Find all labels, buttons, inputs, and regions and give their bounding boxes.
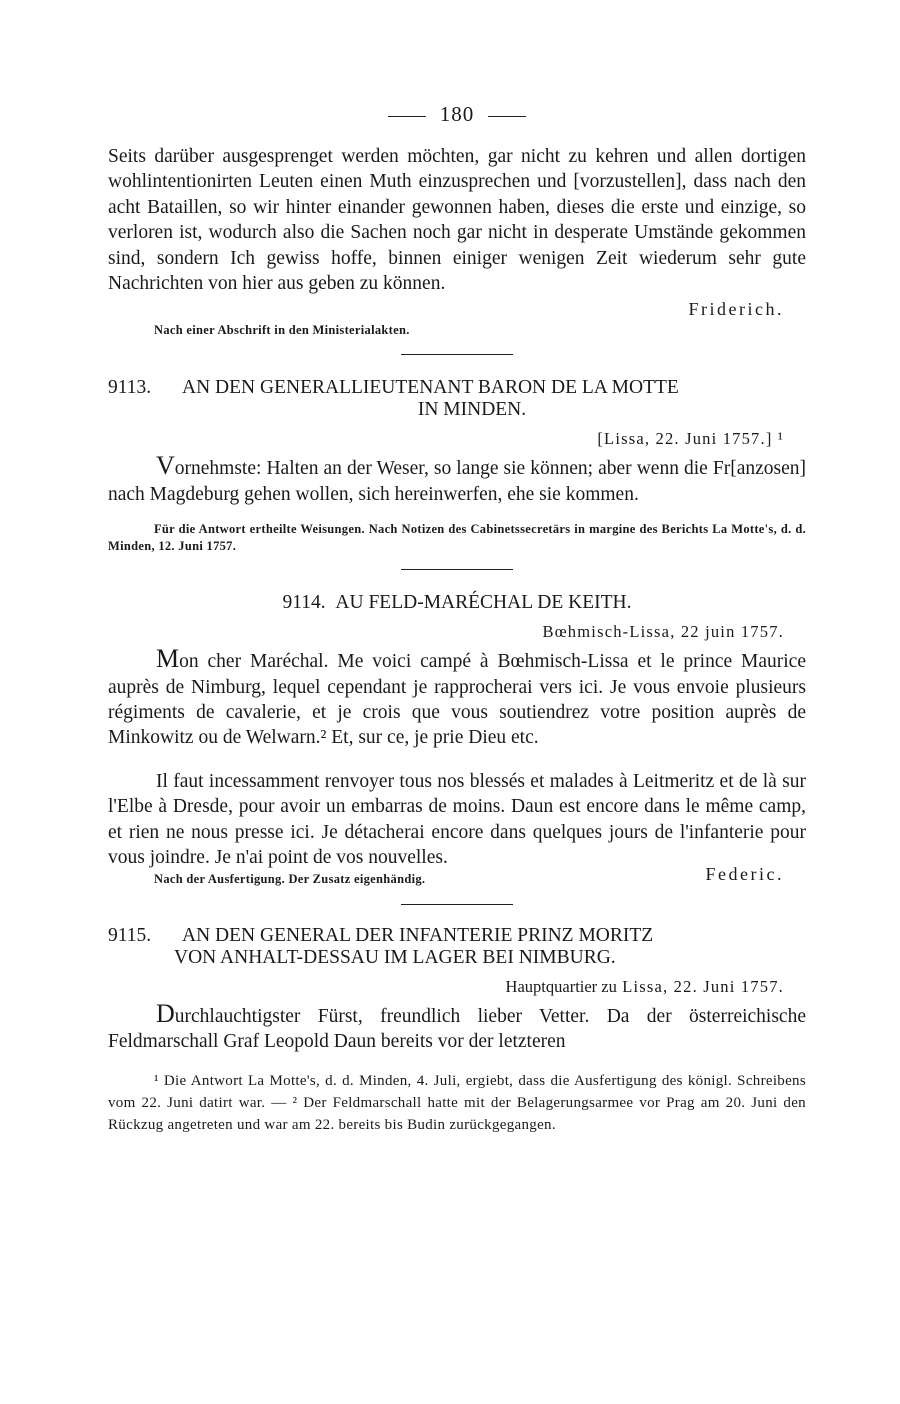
source-note-9113: Für die Antwort ertheilte Weisungen. Nach Notizen des Cabinetssecretärs in margine des Berichts La Motte's, d. d. Minden, 12. Juni 1757. [108,522,806,554]
body-9114-part1 [108,646,806,751]
heading-9114-title: AU FELD-MARÉCHAL DE KEITH. [335,592,632,614]
source-note-continuation: Nach einer Abschrift in den Ministerialakten. [154,323,410,338]
heading-9113-line2: IN MINDEN. [417,399,527,421]
date-9115 [108,975,806,999]
initial-9115: D [156,998,175,1028]
date-9113: [Lissa, 22. Juni 1757.] ¹ [597,429,784,449]
body-9113-text: ornehmste: Halten an der Weser, so lange sie können; aber wenn die Fr[anzosen] nach Magdeburg gehen wollen, sich hereinwerfen, ehe sie kommen. [108,458,806,505]
initial-9114: M [156,644,180,674]
footnotes: ¹ Die Antwort La Motte's, d. d. Minden, 4. Juli, ergiebt, dass die Ausfertigung des königl. Schreibens vom 22. Juni datirt war. — ² Der Feldmarschall hatte mit der Belagerungsarmee vor Prag am 20. Juni den Rückzug angetreten und war am 22. bereits bis Budin zurückgegangen. [108,1073,806,1134]
body-9115-text: urchlauchtigster Fürst, freundlich lieber Vetter. Da der österreichische Feldmarschall Graf Leopold Daun bereits vor der letzteren [108,1005,806,1052]
date-9115-prefix: Hauptquartier zu [505,976,617,996]
heading-9113-line1: AN DEN GENERALLIEUTENANT BARON DE LA MOTTE [182,377,679,399]
body-9114-part2: Il faut incessamment renvoyer tous nos blessés et malades à Leitmeritz et de là sur l'Elbe à Dresde, pour avoir un embarras de moins. Daun est encore dans le même camp, et rien ne nous presse ici. Je détacherai encore dans quelques jours de l'infanterie pour vous joindre. Je n'ai point de vos nouvelles. [108,770,806,869]
date-9115-value: Lissa, 22. Juni 1757. [622,976,784,996]
body-9113 [108,453,806,507]
body-9115 [108,998,806,1055]
date-9114: Bœhmisch-Lissa, 22 juin 1757. [542,622,784,642]
document-page [108,96,806,1136]
heading-9115-line2: VON ANHALT-DESSAU IM LAGER BEI NIMBURG. [174,946,616,968]
letter-number-9113: 9113. [108,377,152,399]
source-note-9114: Nach der Ausfertigung. Der Zusatz eigenhändig. [154,871,426,886]
letter-number-9114: 9114. [282,592,326,614]
heading-9113 [108,377,806,421]
heading-9115-line1: AN DEN GENERAL DER INFANTERIE PRINZ MORITZ [182,924,654,946]
heading-9115 [108,925,806,969]
page-header [108,96,806,132]
signature-friderich: Friderich. [688,299,784,320]
header-dash-left [388,116,426,117]
header-dash-right [488,116,526,117]
body-9114-part1-text: on cher Maréchal. Me voici campé à Bœhmisch-Lissa et le prince Maurice auprès de Nimburg, lequel cependant je rapprocherai vers ici. Je vous envoie plusieurs régiments de cavalerie, et je crois que vous soutiendrez votre position auprès de Minkowitz ou de Welwarn.² Et, sur ce, je prie Dieu etc. [108,651,806,749]
heading-9114 [108,592,806,614]
initial-9113: V [156,451,175,481]
signature-federic: Federic. [705,863,784,884]
continuation-text: Seits darüber ausgesprenget werden möchten, gar nicht zu kehren und allen dortigen wohlintentionirten Leuten einen Muth einzusprechen und [vorzustellen], dass nach den acht Bataillen, so wir hinter einander gewonnen haben, dieses die erste und einzige, so verloren ist, wodurch also die Sachen noch gar nicht in desperate Umstände gekommen sind, sondern Ich gewiss hoffe, binnen einiger wenigen Zeit wiederum sehr gute Nachrichten von hier aus geben zu können. [108,146,806,295]
letter-number-9115: 9115. [108,924,152,946]
page-number: 180 [439,102,475,126]
